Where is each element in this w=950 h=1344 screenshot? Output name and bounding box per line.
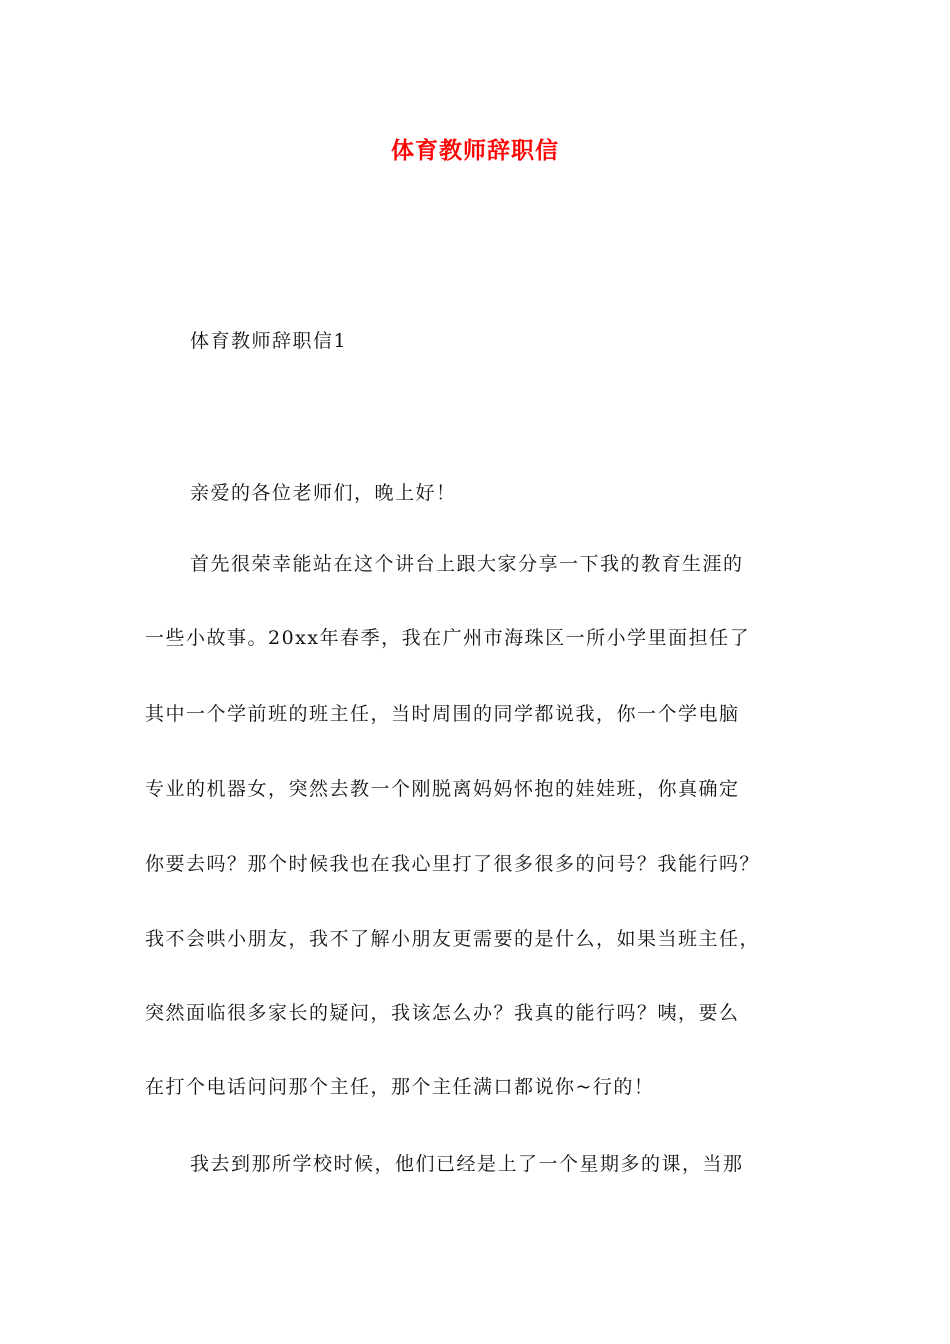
document-title: 体育教师辞职信 — [391, 137, 559, 164]
text-line: 首先很荣幸能站在这个讲台上跟大家分享一下我的教育生涯的 — [190, 553, 744, 575]
text-line: 你要去吗？那个时候我也在我心里打了很多很多的问号？我能行吗？ — [145, 853, 761, 875]
text-line: 在打个电话问问那个主任，那个主任满口都说你~行的！ — [145, 1076, 655, 1098]
section-heading: 体育教师辞职信1 — [190, 330, 348, 352]
text-line: 我去到那所学校时候，他们已经是上了一个星期多的课，当那 — [190, 1153, 744, 1175]
text-line: 专业的机器女，突然去教一个刚脱离妈妈怀抱的娃娃班，你真确定 — [145, 778, 740, 800]
text-line: 其中一个学前班的班主任，当时周围的同学都说我，你一个学电脑 — [145, 703, 740, 725]
text-line: 我不会哄小朋友，我不了解小朋友更需要的是什么，如果当班主任， — [145, 928, 761, 950]
text-line: 突然面临很多家长的疑问，我该怎么办？我真的能行吗？咦，要么 — [145, 1002, 740, 1024]
text-line: 一些小故事。20xx年春季，我在广州市海珠区一所小学里面担任了 — [145, 627, 751, 649]
text-line: 亲爱的各位老师们，晚上好！ — [190, 482, 457, 504]
